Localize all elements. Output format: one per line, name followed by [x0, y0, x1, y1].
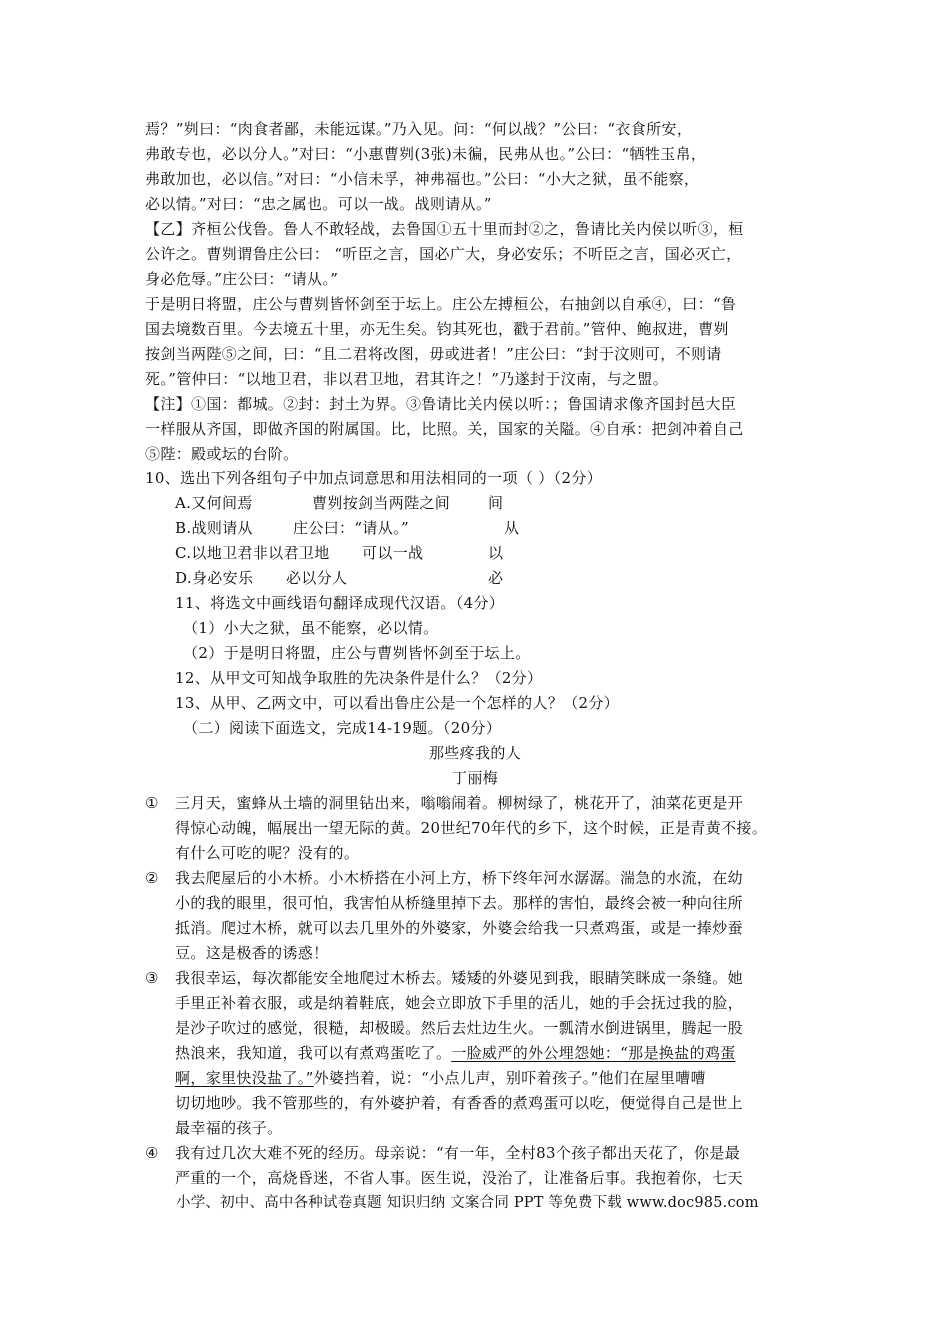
paragraph-line: 三月天，蜜蜂从土墙的洞里钻出来，嗡嗡闹着。柳树绿了，桃花开了，油菜花更是开	[175, 794, 743, 812]
paragraph-number: ③	[145, 969, 159, 987]
passage-a-line: 焉？”刿曰：“肉食者鄙，未能远谋。”乃入见。问：“何以战？”公曰：“衣食所安，	[145, 120, 693, 138]
paragraph-line: 我很幸运，每次都能安全地爬过木桥去。矮矮的外婆见到我，眼睛笑眯成一条缝。她	[175, 969, 743, 987]
paragraph-number: ②	[145, 869, 159, 887]
underlined-sentence: 一脸威严的外公埋怨她：“那是换盐的鸡蛋	[451, 1044, 736, 1062]
q10-option-a	[175, 493, 504, 513]
paragraph-line	[175, 1043, 736, 1063]
paragraph-line: 小的我的眼里，很可怕，我害怕从桥缝里掉下去。那样的害怕，最终会被一种向往所	[175, 894, 743, 912]
paragraph-line: 我去爬屋后的小木桥。小木桥搭在小河上方，桥下终年河水潺潺。湍急的水流，在幼	[175, 869, 743, 887]
paragraph-line: 最幸福的孩子。	[175, 1119, 283, 1137]
question-10-stem: 10、选出下列各组句子中加点词意思和用法相同的一项（ ）（2分）	[145, 469, 603, 487]
option-word: 必	[488, 569, 504, 587]
q10-option-d	[175, 568, 504, 588]
page-footer: 小学、初中、高中各种试卷真题 知识归纳 文案合同 PPT 等免费下载 www.doc985.com	[176, 1195, 759, 1211]
paragraph-line: 切切地吵。我不管那些的，有外婆护着，有香香的煮鸡蛋可以吃，便觉得自己是世上	[175, 1094, 743, 1112]
article-title: 那些疼我的人	[428, 744, 522, 762]
passage-b-line: 死。”管仲曰：“以地卫君，非以君卫地，君其许之！”乃遂封于汶南，与之盟。	[145, 370, 669, 388]
notes-line: 一样服从齐国，即做齐国的附属国。比，比照。关，国家的关隘。④自承：把剑冲着自己	[145, 420, 744, 438]
paragraph-number: ①	[145, 794, 159, 812]
article-author: 丁丽梅	[451, 769, 499, 787]
option-text: A.又何间焉	[175, 494, 253, 512]
option-word: 以	[488, 544, 504, 562]
section-2-heading: （二）阅读下面选文，完成14-19题。（20分）	[183, 719, 502, 737]
paragraph-line: 豆。这是极香的诱惑！	[175, 944, 329, 962]
option-text: 庄公曰：“请从。”	[293, 519, 409, 537]
passage-a-line: 弗敢加也，必以信。”对曰：“小信未孚，神弗福也。”公曰：“小大之狱，虽不能察，	[145, 170, 700, 188]
paragraph-line: 得惊心动魄，幅展出一望无际的黄。20世纪70年代的乡下，这个时候，正是青黄不接。	[175, 819, 768, 837]
question-11-item: （2）于是明日将盟，庄公与曹刿皆怀剑至于坛上。	[183, 644, 531, 662]
passage-b-line: 于是明日将盟，庄公与曹刿皆怀剑至于坛上。庄公左搏桓公，右抽剑以自承④，曰：“鲁	[145, 295, 737, 313]
paragraph-line: 抵消。爬过木桥，就可以去几里外的外婆家，外婆会给我一只煮鸡蛋，或是一捧炒蚕	[175, 919, 743, 937]
option-text: 必以分人	[286, 569, 348, 587]
option-text: 可以一战	[362, 544, 424, 562]
paragraph-number: ④	[145, 1144, 159, 1162]
paragraph-line	[175, 1068, 706, 1088]
option-word: 从	[504, 519, 520, 537]
q10-option-b	[175, 518, 520, 538]
passage-b-line: 身必危辱。”庄公曰：“请从。”	[145, 270, 339, 288]
notes-line: 【注】①国：都城。②封：封土为界。③鲁请比关内侯以听：；鲁国请求像齐国封邑大臣	[145, 395, 737, 413]
paragraph-line: 是沙子吹过的感觉，很糙，却极暖。然后去灶边生火。一瓢清水倒进锅里，腾起一股	[175, 1019, 743, 1037]
option-text: 曹刿按剑当两陛之间	[312, 494, 451, 512]
passage-a-line: 弗敢专也，必以分人。”对曰：“小惠曹刿(3张)未徧，民弗从也。”公曰：“牺牲玉帛，	[145, 145, 707, 163]
paragraph-text: 外婆挡着，说：“小点儿声，别吓着孩子。”他们在屋里嘈嘈	[313, 1069, 706, 1087]
passage-b-line: 国去境数百里。今去境五十里，亦无生矣。钧其死也，戳于君前。”管仲、鲍叔进，曹刿	[145, 320, 729, 338]
paragraph-line: 我有过几次大难不死的经历。母亲说：“有一年，全村83个孩子都出天花了，你是最	[175, 1144, 741, 1162]
paragraph-line: 手里正补着衣服，或是纳着鞋底，她会立即放下手里的活儿，她的手会抚过我的脸，	[175, 994, 743, 1012]
passage-b-line: 公许之。曹刿谓鲁庄公曰： “听臣之言，国必广大，身必安乐；不听臣之言，国必灭亡，	[145, 245, 742, 263]
notes-line: ⑤陛：殿或坛的台阶。	[145, 445, 299, 463]
question-13: 13、从甲、乙两文中，可以看出鲁庄公是一个怎样的人？（2分）	[175, 694, 620, 712]
passage-b-line: 按剑当两陛⑤之间，曰：“且二君将改图，毋或进者！”庄公曰：“封于汶则可，不则请	[145, 345, 722, 363]
question-11-item: （1）小大之狱，虽不能察，必以情。	[183, 619, 439, 637]
paragraph-line: 有什么可吃的呢？没有的。	[175, 844, 360, 862]
underlined-sentence: 啊，家里快没盐了。”	[175, 1069, 314, 1087]
passage-a-line: 必以情。”对曰：“忠之属也。可以一战。战则请从。”	[145, 195, 492, 213]
option-text: B.战则请从	[175, 519, 253, 537]
paragraph-text: 热浪来，我知道，我可以有煮鸡蛋吃了。	[175, 1044, 452, 1062]
option-word: 间	[488, 494, 504, 512]
passage-b-line: 【乙】齐桓公伐鲁。鲁人不敢轻战，去鲁国①五十里而封②之，鲁请比关内侯以听③，桓	[145, 220, 744, 238]
option-text: C.以地卫君非以君卫地	[175, 544, 330, 562]
paragraph-line: 严重的一个，高烧昏迷，不省人事。医生说，没治了，让准备后事。我抱着你，七天	[175, 1169, 743, 1187]
question-11-stem: 11、将选文中画线语句翻译成现代汉语。（4分）	[175, 594, 505, 612]
question-12: 12、从甲文可知战争取胜的先决条件是什么？（2分）	[175, 669, 543, 687]
q10-option-c	[175, 543, 504, 563]
option-text: D.身必安乐	[175, 569, 254, 587]
